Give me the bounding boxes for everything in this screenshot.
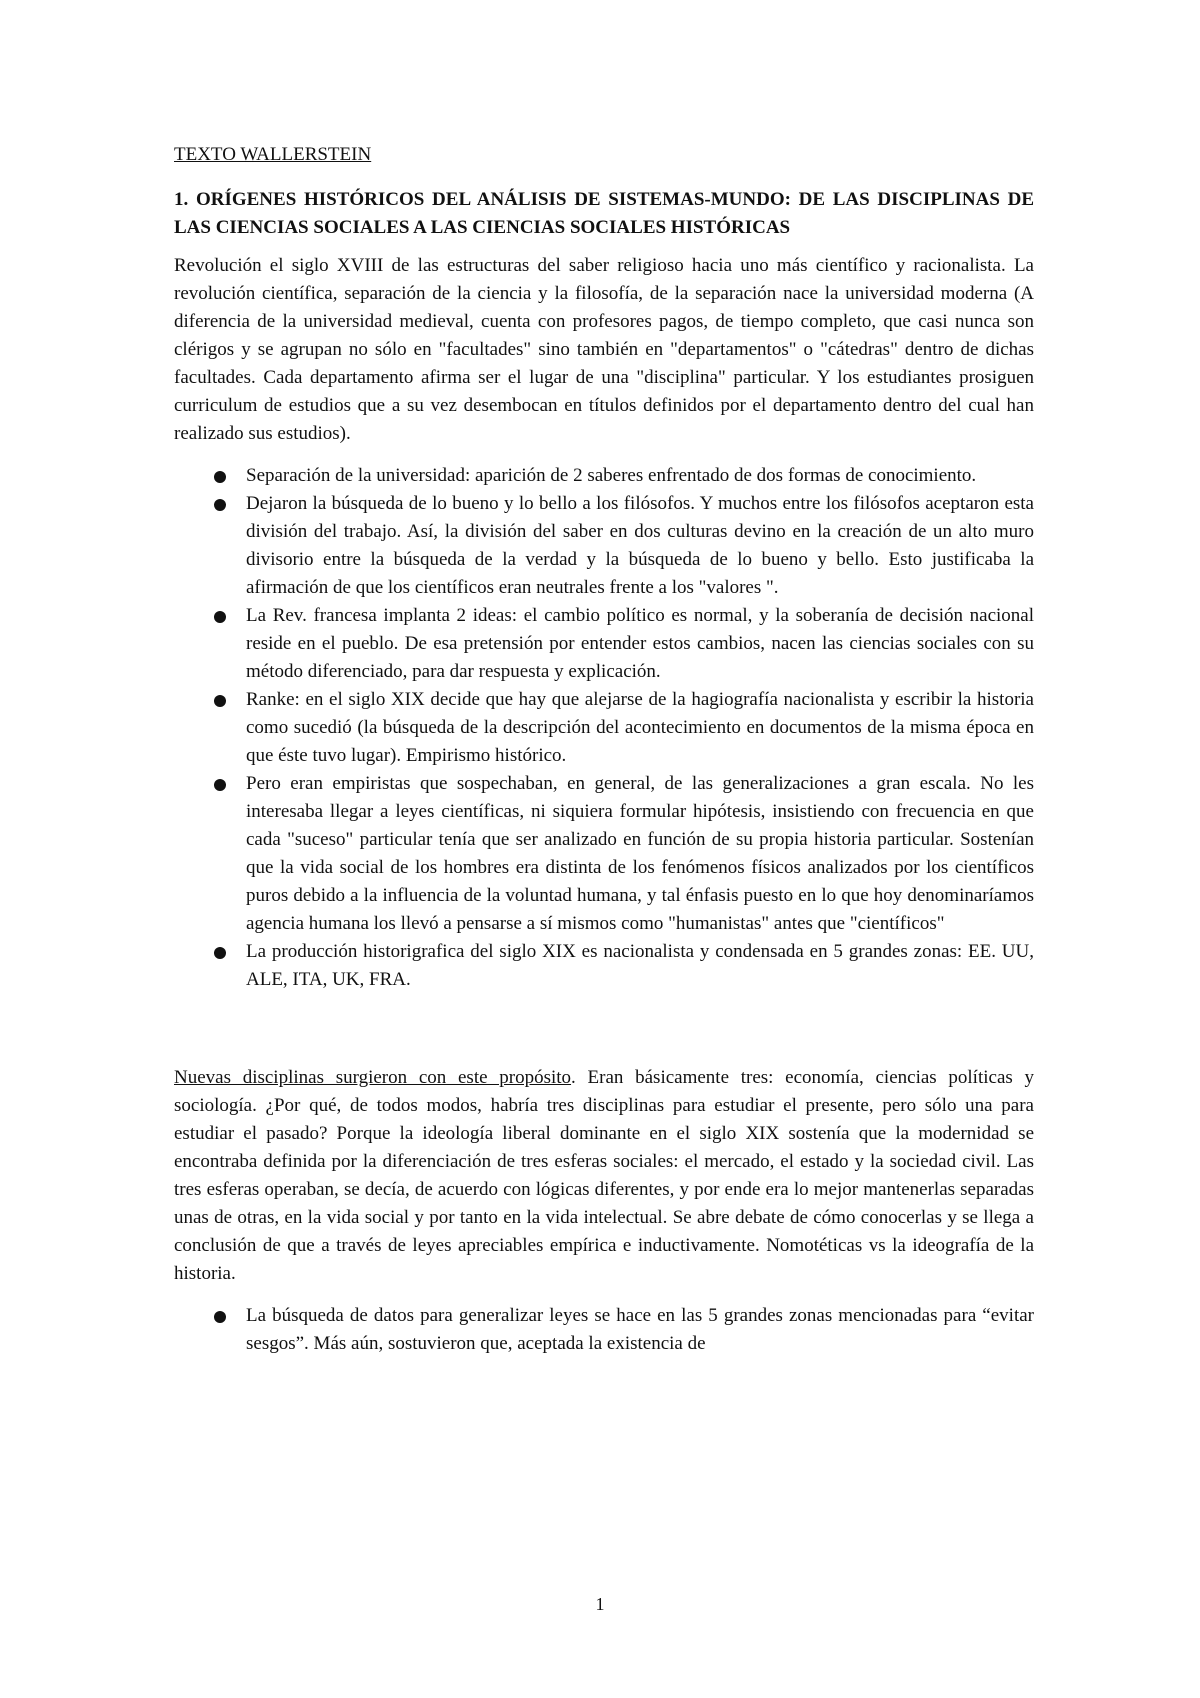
bullet-list-2 bbox=[174, 1302, 1034, 1358]
document-page bbox=[174, 142, 1034, 1358]
second-paragraph bbox=[174, 1064, 1034, 1288]
bullet-icon bbox=[214, 947, 226, 959]
list-item bbox=[174, 602, 1034, 686]
list-item bbox=[174, 462, 1034, 490]
intro-paragraph: Revolución el siglo XVIII de las estructuras del saber religioso hacia uno más científico y racionalista. La revolución científica, separación de la ciencia y la filosofía, de la separación nace la universidad moderna (A diferencia de la universidad medieval, cuenta con profesores pagos, de tiempo completo, que casi nunca son clérigos y se agrupan no sólo en "facultades" sino también en "departamentos" o "cátedras" dentro de dichas facultades. Cada departamento afirma ser el lugar de una "disciplina" particular. Y los estudiantes prosiguen curriculum de estudios que a su vez desembocan en títulos definidos por el departamento dentro del cual han realizado sus estudios). bbox=[174, 255, 1034, 444]
second-paragraph-text: . Eran básicamente tres: economía, ciencias políticas y sociología. ¿Por qué, de todos modos, habría tres disciplinas para estudiar el presente, pero sólo una para estudiar el pasado? Porque la ideología liberal dominante en el siglo XIX sostenía que la modernidad se encontraba definida por la diferenciación de tres esferas sociales: el mercado, el estado y la sociedad civil. Las tres esferas operaban, se decía, de acuerdo con lógicas diferentes, y por ende era lo mejor mantenerlas separadas unas de otras, en la vida social y por tanto en la vida intelectual. Se abre debate de cómo conocerlas y se llega a conclusión de que a través de leyes apreciables empírica e inductivamente. Nomotéticas vs la ideografía de la historia. bbox=[174, 1067, 1035, 1284]
document-title: TEXTO WALLERSTEIN bbox=[174, 144, 372, 165]
bullet-icon bbox=[214, 779, 226, 791]
bullet-icon bbox=[214, 611, 226, 623]
list-item bbox=[174, 1302, 1034, 1358]
list-item bbox=[174, 490, 1034, 602]
list-item-text: La Rev. francesa implanta 2 ideas: el cambio político es normal, y la soberanía de decisión nacional reside en el pueblo. De esa pretensión por entender estos cambios, nacen las ciencias sociales con su método diferenciado, para dar respuesta y explicación. bbox=[246, 605, 1034, 682]
bullet-list-1 bbox=[174, 462, 1034, 994]
list-item bbox=[174, 770, 1034, 938]
list-item-text: La producción historigrafica del siglo XIX es nacionalista y condensada en 5 grandes zonas: EE. UU, ALE, ITA, UK, FRA. bbox=[246, 941, 1034, 990]
list-item bbox=[174, 686, 1034, 770]
list-item bbox=[174, 938, 1034, 994]
paragraph-spacer bbox=[174, 994, 1034, 1064]
section-heading: 1. ORÍGENES HISTÓRICOS DEL ANÁLISIS DE SISTEMAS-MUNDO: DE LAS DISCIPLINAS DE LAS CIENCIAS SOCIALES A LAS CIENCIAS SOCIALES HISTÓRICAS bbox=[174, 189, 1034, 238]
list-item-text: Pero eran empiristas que sospechaban, en general, de las generalizaciones a gran escala. No les interesaba llegar a leyes científicas, ni siquiera formular hipótesis, insistiendo con frecuencia en que cada "suceso" particular tenía que ser analizado en función de su propia historia particular. Sostenían que la vida social de los hombres era distinta de los fenómenos físicos analizados por los científicos puros debido a la influencia de la voluntad humana, y tal énfasis puesto en lo que hoy denominaríamos agencia humana los llevó a pensarse a sí mismos como "humanistas" antes que "científicos" bbox=[246, 773, 1034, 934]
bullet-icon bbox=[214, 499, 226, 511]
page-number: 1 bbox=[595, 1594, 605, 1614]
list-item-text: Separación de la universidad: aparición de 2 saberes enfrentado de dos formas de conocimiento. bbox=[246, 465, 977, 486]
second-paragraph-lead: Nuevas disciplinas surgieron con este propósito bbox=[174, 1067, 572, 1088]
list-item-text: La búsqueda de datos para generalizar leyes se hace en las 5 grandes zonas mencionadas para “evitar sesgos”. Más aún, sostuvieron que, aceptada la existencia de bbox=[246, 1305, 1034, 1354]
bullet-icon bbox=[214, 695, 226, 707]
list-item-text: Ranke: en el siglo XIX decide que hay que alejarse de la hagiografía nacionalista y escribir la historia como sucedió (la búsqueda de la descripción del acontecimiento en documentos de la misma época en que éste tuvo lugar). Empirismo histórico. bbox=[246, 689, 1034, 766]
bullet-icon bbox=[214, 1311, 226, 1323]
bullet-icon bbox=[214, 471, 226, 483]
list-item-text: Dejaron la búsqueda de lo bueno y lo bello a los filósofos. Y muchos entre los filósofos aceptaron esta división del trabajo. Así, la división del saber en dos culturas devino en la creación de un alto muro divisorio entre la búsqueda de la verdad y la búsqueda de lo bueno y bello. Esto justificaba la afirmación de que los científicos eran neutrales frente a los "valores ". bbox=[246, 493, 1034, 598]
